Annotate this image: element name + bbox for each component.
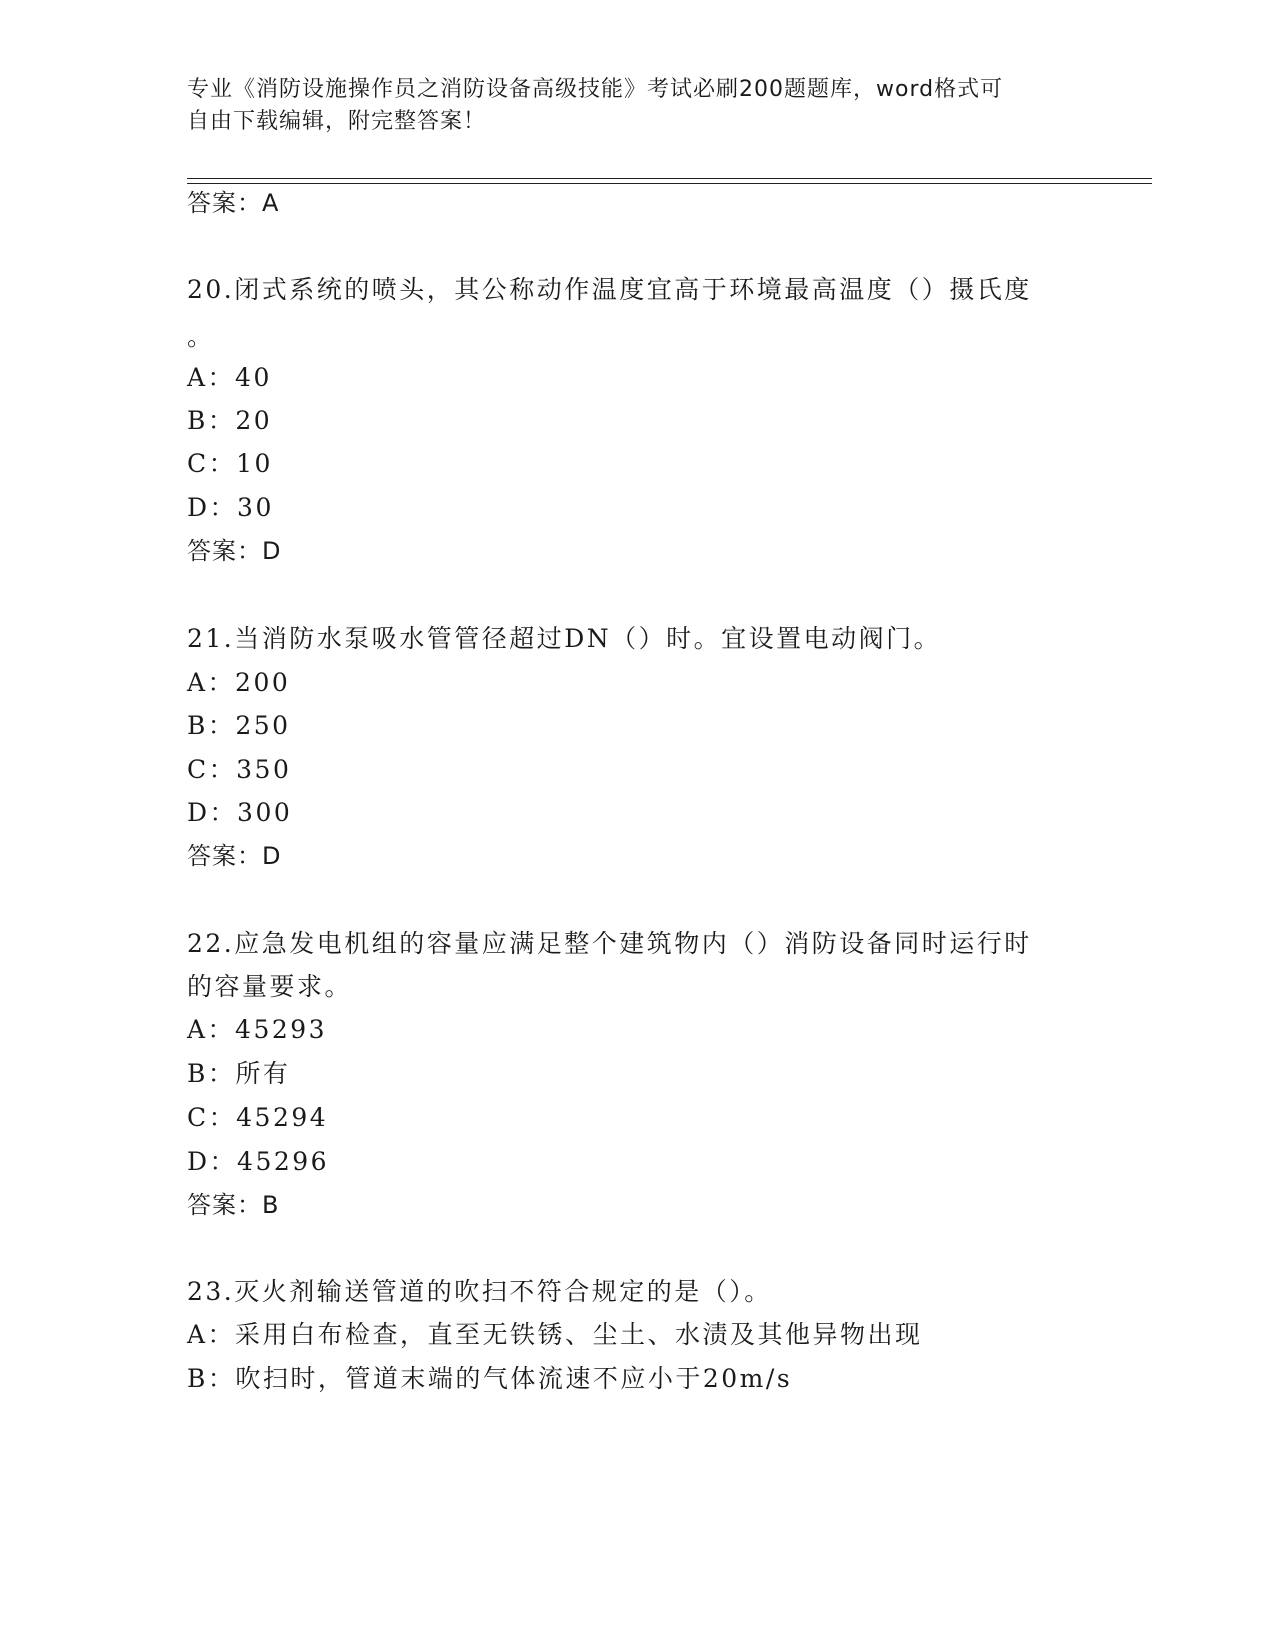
answer-previous: 答案：A [187, 189, 280, 217]
question-21-option-d: D：300 [187, 798, 293, 827]
header-line-1: 专业《消防设施操作员之消防设备高级技能》考试必刷200题题库，word格式可 [187, 77, 1004, 102]
question-22-option-a: A：45293 [187, 1015, 328, 1044]
question-21-answer: 答案：D [187, 842, 282, 870]
question-20-option-c: C：10 [187, 449, 273, 478]
question-20-option-d: D：30 [187, 493, 274, 522]
question-21-option-a: A：200 [187, 668, 291, 697]
header-divider-top [187, 178, 1152, 179]
question-22-stem: 22.应急发电机组的容量应满足整个建筑物内（）消防设备同时运行时 [187, 929, 1032, 958]
question-21-option-c: C：350 [187, 755, 292, 784]
question-22-answer: 答案：B [187, 1191, 280, 1219]
document-header [187, 74, 1067, 138]
question-23-option-b: B：吹扫时，管道末端的气体流速不应小于20m/s [187, 1364, 793, 1393]
question-22-option-b: B：所有 [187, 1059, 291, 1088]
question-21-option-b: B：250 [187, 711, 291, 740]
question-20-option-a: A：40 [187, 363, 272, 392]
header-divider-bottom [187, 183, 1152, 184]
question-22-stem-cont: 的容量要求。 [187, 972, 353, 1001]
question-20-answer: 答案：D [187, 537, 282, 565]
question-21-stem: 21.当消防水泵吸水管管径超过DN（）时。宜设置电动阀门。 [187, 624, 942, 653]
question-20-option-b: B：20 [187, 406, 273, 435]
question-20-stem: 20.闭式系统的喷头，其公称动作温度宜高于环境最高温度（）摄氏度 [187, 275, 1032, 304]
question-23-option-a: A：采用白布检查，直至无铁锈、尘土、水渍及其他异物出现 [187, 1320, 923, 1349]
question-20-stem-cont: 。 [187, 322, 215, 351]
question-22-option-d: D：45296 [187, 1147, 330, 1176]
header-line-2: 自由下载编辑，附完整答案！ [187, 109, 487, 134]
question-22-option-c: C：45294 [187, 1103, 329, 1132]
question-23-stem: 23.灭火剂输送管道的吹扫不符合规定的是（）。 [187, 1277, 772, 1306]
